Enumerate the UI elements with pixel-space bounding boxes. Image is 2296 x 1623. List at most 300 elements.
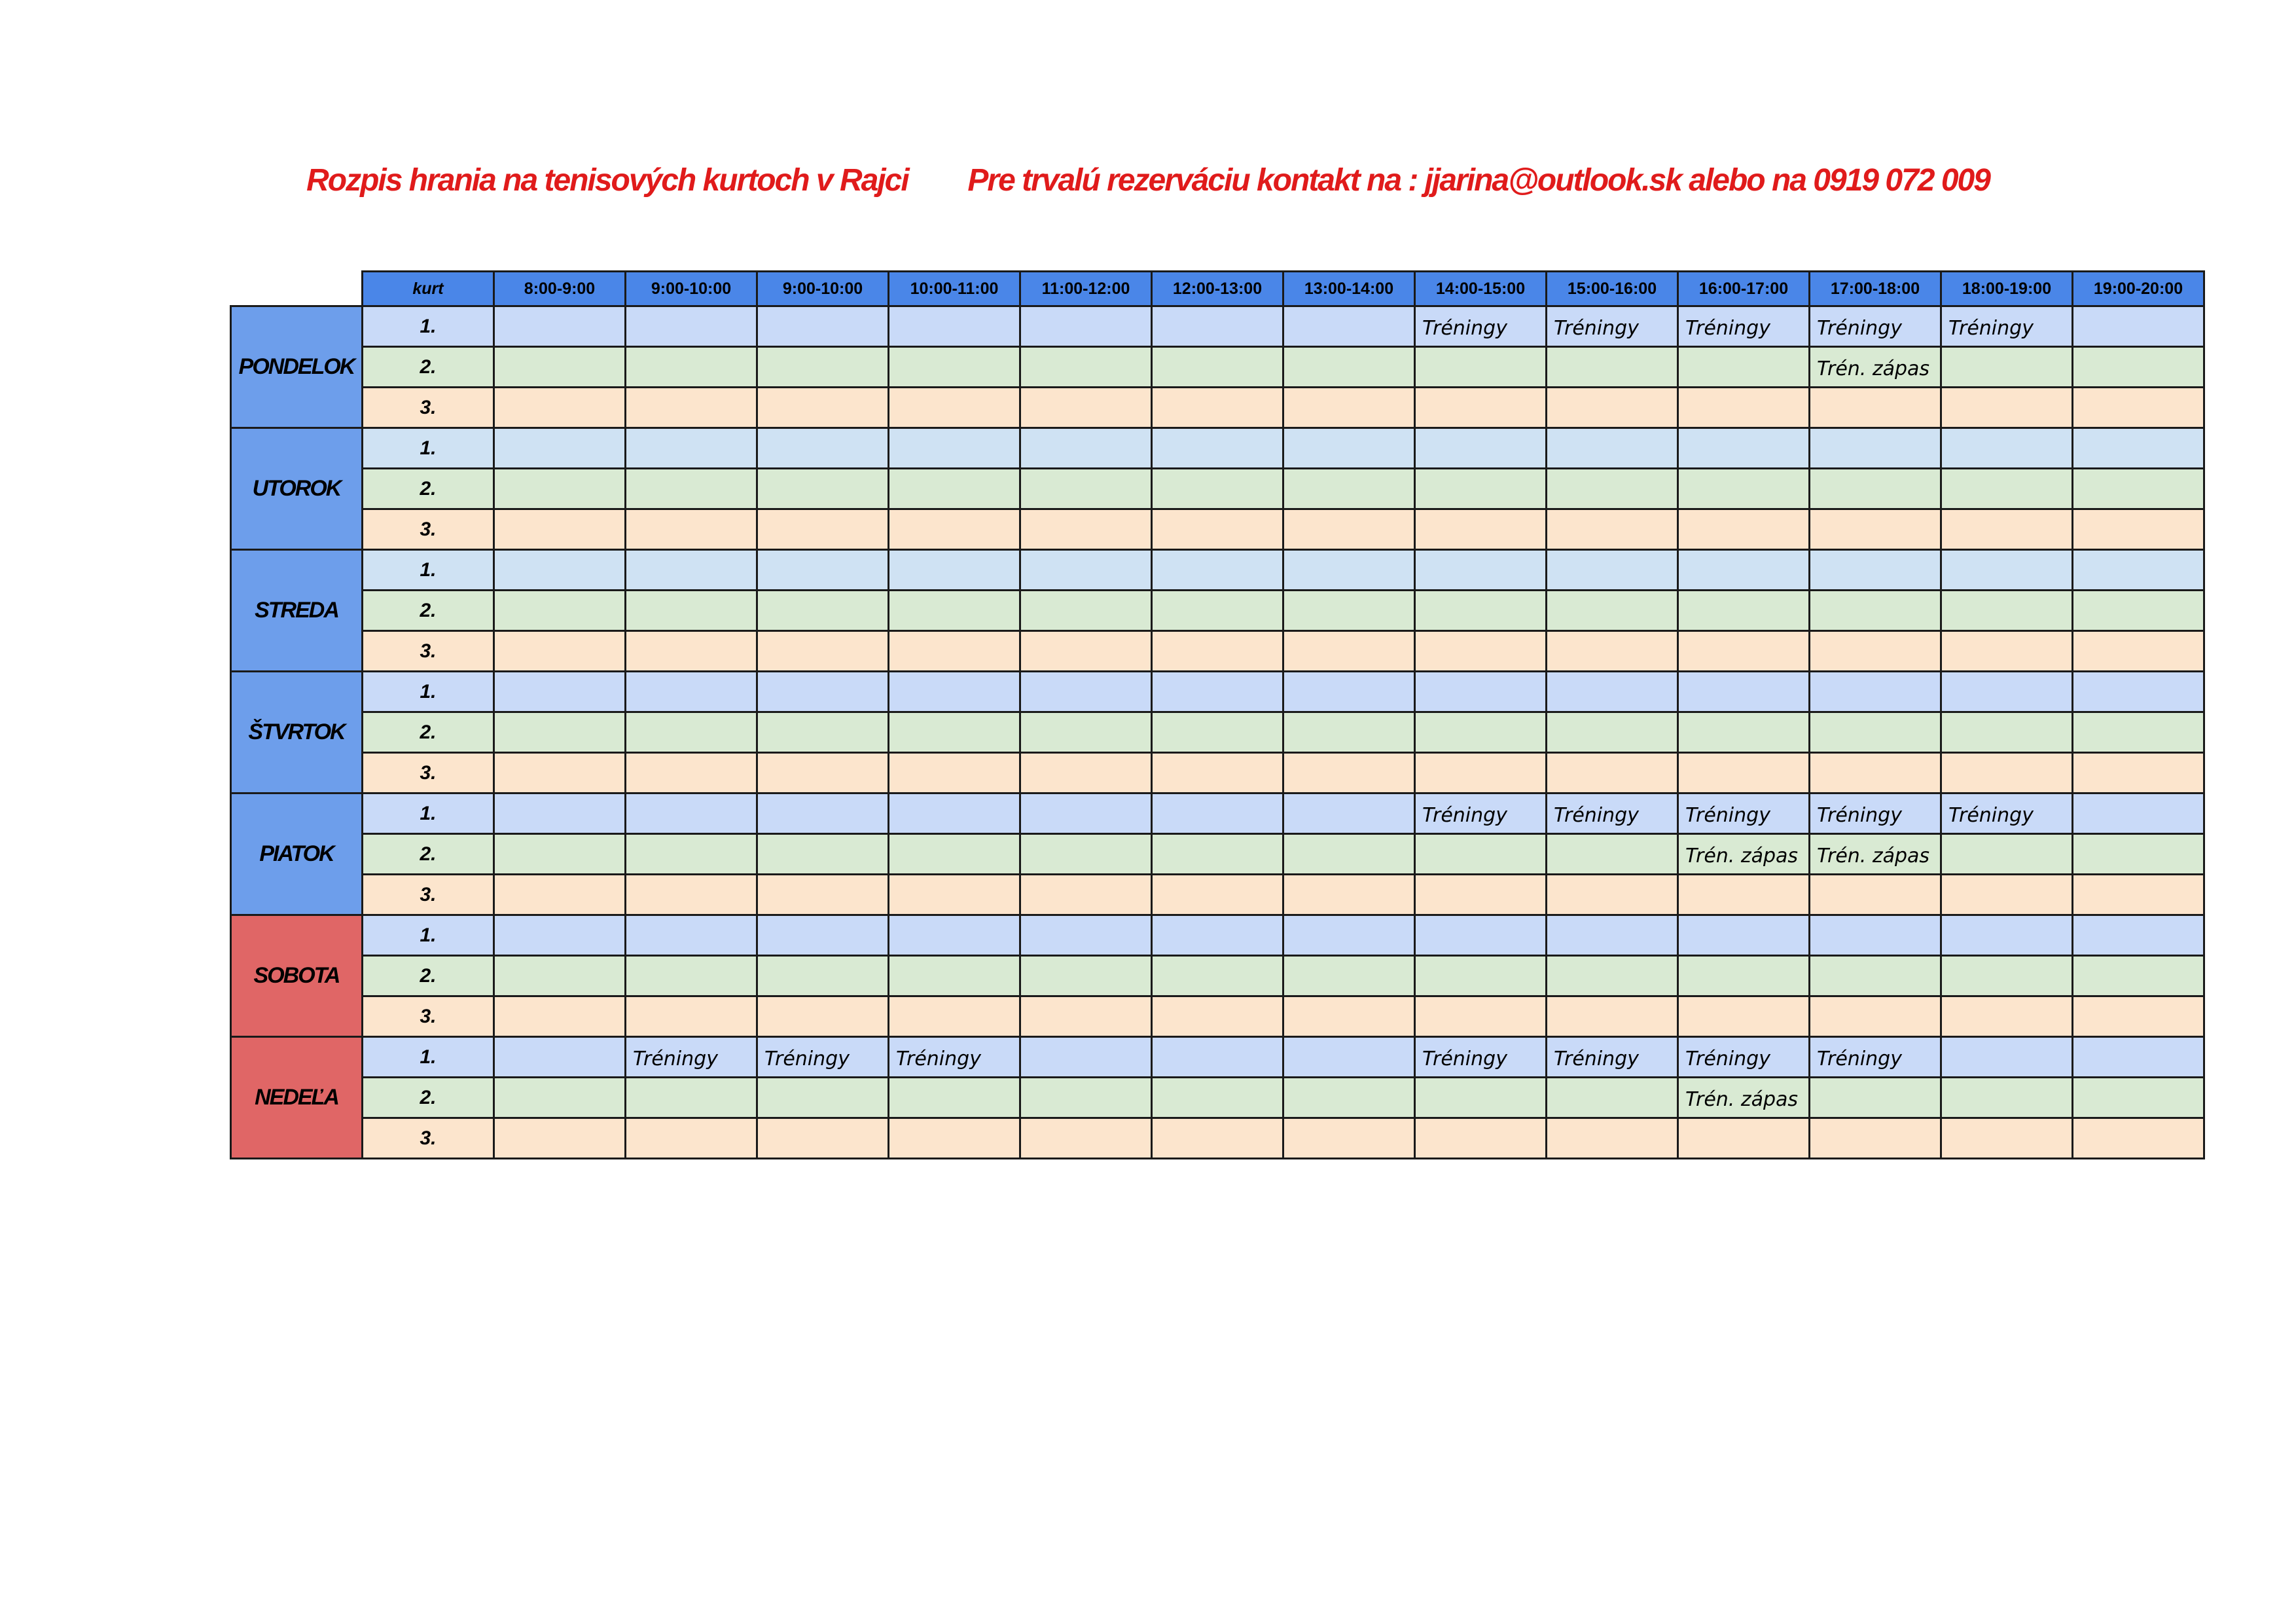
- time-slot-cell[interactable]: [1020, 753, 1152, 793]
- time-slot-cell[interactable]: [1547, 672, 1678, 712]
- table-row: [231, 956, 2204, 996]
- time-slot-cell[interactable]: [2073, 1037, 2204, 1078]
- time-slot-cell[interactable]: [626, 469, 757, 509]
- time-slot-cell[interactable]: [1941, 428, 2073, 469]
- court-number: 2.: [363, 956, 494, 996]
- time-slot-cell[interactable]: [1152, 631, 1283, 672]
- time-slot-cell[interactable]: [494, 753, 626, 793]
- time-slot-cell[interactable]: [757, 591, 889, 631]
- time-slot-cell[interactable]: [1678, 591, 1810, 631]
- time-slot-cell[interactable]: [1941, 469, 2073, 509]
- time-slot-cell[interactable]: [889, 712, 1020, 753]
- time-slot-cell[interactable]: [1283, 712, 1415, 753]
- time-slot-cell[interactable]: [889, 388, 1020, 428]
- time-slot-cell[interactable]: Trén. zápas: [1678, 1078, 1810, 1118]
- time-slot-cell[interactable]: [1020, 347, 1152, 388]
- time-slot-cell[interactable]: [889, 469, 1020, 509]
- time-slot-cell[interactable]: [626, 996, 757, 1037]
- time-slot-cell[interactable]: [1941, 834, 2073, 875]
- time-slot-cell[interactable]: [1152, 1078, 1283, 1118]
- time-slot-cell[interactable]: [2073, 631, 2204, 672]
- time-slot-cell[interactable]: [1415, 469, 1547, 509]
- time-slot-cell[interactable]: [1810, 550, 1941, 591]
- table-row: [231, 1078, 2204, 1118]
- time-slot-cell[interactable]: [1020, 672, 1152, 712]
- time-slot-cell[interactable]: [1941, 591, 2073, 631]
- time-slot-cell[interactable]: [1810, 428, 1941, 469]
- time-slot-cell[interactable]: [1678, 996, 1810, 1037]
- time-slot-cell[interactable]: [1941, 1118, 2073, 1159]
- time-slot-cell[interactable]: [1415, 712, 1547, 753]
- time-slot-cell[interactable]: [494, 834, 626, 875]
- time-slot-cell[interactable]: Tréningy: [626, 1037, 757, 1078]
- time-slot-cell[interactable]: [1941, 875, 2073, 915]
- time-slot-cell[interactable]: [2073, 672, 2204, 712]
- court-number: 1.: [363, 550, 494, 591]
- time-slot-cell[interactable]: [1678, 753, 1810, 793]
- time-slot-cell[interactable]: [1152, 915, 1283, 956]
- time-slot-cell[interactable]: [1152, 753, 1283, 793]
- table-row: [231, 672, 2204, 712]
- time-slot-cell[interactable]: [889, 631, 1020, 672]
- time-slot-cell[interactable]: [1415, 550, 1547, 591]
- time-slot-cell[interactable]: [1941, 631, 2073, 672]
- time-slot-cell[interactable]: [1283, 793, 1415, 834]
- time-slot-cell[interactable]: [1020, 996, 1152, 1037]
- time-slot-cell[interactable]: [626, 388, 757, 428]
- time-slot-cell[interactable]: [2073, 509, 2204, 550]
- time-slot-cell[interactable]: [1547, 469, 1678, 509]
- time-slot-cell[interactable]: [1152, 469, 1283, 509]
- time-slot-cell[interactable]: [626, 793, 757, 834]
- time-slot-cell[interactable]: [757, 1118, 889, 1159]
- time-slot-cell[interactable]: [1152, 388, 1283, 428]
- time-slot-cell[interactable]: [1941, 347, 2073, 388]
- time-slot-cell[interactable]: [889, 306, 1020, 347]
- time-slot-cell[interactable]: [626, 1118, 757, 1159]
- time-slot-cell[interactable]: [626, 306, 757, 347]
- time-slot-cell[interactable]: [1283, 915, 1415, 956]
- time-slot-cell[interactable]: [757, 428, 889, 469]
- time-slot-cell[interactable]: [757, 347, 889, 388]
- time-slot-cell[interactable]: [1941, 915, 2073, 956]
- time-slot-cell[interactable]: [1020, 469, 1152, 509]
- time-slot-cell[interactable]: [1941, 509, 2073, 550]
- table-row: [231, 347, 2204, 388]
- time-slot-cell[interactable]: [626, 347, 757, 388]
- time-slot-cell[interactable]: [1941, 550, 2073, 591]
- time-slot-cell[interactable]: Tréningy: [1415, 306, 1547, 347]
- time-slot-cell[interactable]: Tréningy: [889, 1037, 1020, 1078]
- time-slot-cell[interactable]: [1152, 875, 1283, 915]
- time-slot-cell[interactable]: [1020, 428, 1152, 469]
- table-row: [231, 509, 2204, 550]
- time-slot-cell[interactable]: Tréningy: [1941, 306, 2073, 347]
- time-slot-cell[interactable]: [1283, 996, 1415, 1037]
- time-slot-cell[interactable]: [1283, 509, 1415, 550]
- time-slot-cell[interactable]: [1415, 1078, 1547, 1118]
- time-slot-cell[interactable]: [1020, 875, 1152, 915]
- time-slot-cell[interactable]: [1547, 1118, 1678, 1159]
- day-label: UTOROK: [231, 428, 363, 550]
- time-slot-cell[interactable]: [1810, 1078, 1941, 1118]
- time-slot-cell[interactable]: [1547, 428, 1678, 469]
- time-slot-cell[interactable]: [1415, 509, 1547, 550]
- time-slot-cell[interactable]: [494, 672, 626, 712]
- time-slot-cell[interactable]: [1283, 631, 1415, 672]
- time-slot-cell[interactable]: [889, 672, 1020, 712]
- time-slot-cell[interactable]: [2073, 1078, 2204, 1118]
- time-header: 19:00-20:00: [2073, 272, 2204, 306]
- time-header: 9:00-10:00: [626, 272, 757, 306]
- time-slot-cell[interactable]: Tréningy: [1547, 1037, 1678, 1078]
- time-slot-cell[interactable]: [1283, 1118, 1415, 1159]
- time-slot-cell[interactable]: [494, 469, 626, 509]
- table-row: [231, 996, 2204, 1037]
- time-slot-cell[interactable]: [2073, 469, 2204, 509]
- time-slot-cell[interactable]: [889, 753, 1020, 793]
- time-slot-cell[interactable]: [1678, 631, 1810, 672]
- time-slot-cell[interactable]: [1415, 1118, 1547, 1159]
- time-slot-cell[interactable]: [626, 509, 757, 550]
- time-slot-cell[interactable]: [1152, 1118, 1283, 1159]
- time-slot-cell[interactable]: [1283, 956, 1415, 996]
- time-slot-cell[interactable]: [1283, 672, 1415, 712]
- time-slot-cell[interactable]: [2073, 834, 2204, 875]
- time-slot-cell[interactable]: [757, 550, 889, 591]
- time-slot-cell[interactable]: [1415, 388, 1547, 428]
- time-slot-cell[interactable]: [1415, 875, 1547, 915]
- time-slot-cell[interactable]: [889, 1118, 1020, 1159]
- time-slot-cell[interactable]: Tréningy: [757, 1037, 889, 1078]
- table-row: [231, 1118, 2204, 1159]
- time-slot-cell[interactable]: [1283, 306, 1415, 347]
- time-slot-cell[interactable]: [626, 956, 757, 996]
- time-slot-cell[interactable]: [494, 875, 626, 915]
- time-slot-cell[interactable]: [1810, 469, 1941, 509]
- time-slot-cell[interactable]: [626, 672, 757, 712]
- time-slot-cell[interactable]: [1810, 753, 1941, 793]
- time-slot-cell[interactable]: [1020, 388, 1152, 428]
- time-slot-cell[interactable]: [1152, 996, 1283, 1037]
- time-slot-cell[interactable]: [1152, 347, 1283, 388]
- time-slot-cell[interactable]: [2073, 428, 2204, 469]
- time-slot-cell[interactable]: [1152, 1037, 1283, 1078]
- time-slot-cell[interactable]: [1020, 591, 1152, 631]
- time-slot-cell[interactable]: [1810, 996, 1941, 1037]
- time-slot-cell[interactable]: Tréningy: [1547, 793, 1678, 834]
- time-slot-cell[interactable]: [1941, 1078, 2073, 1118]
- time-slot-cell[interactable]: [626, 550, 757, 591]
- time-slot-cell[interactable]: [889, 956, 1020, 996]
- time-slot-cell[interactable]: [494, 712, 626, 753]
- time-slot-cell[interactable]: [1415, 428, 1547, 469]
- court-number: 3.: [363, 1118, 494, 1159]
- time-slot-cell[interactable]: [1020, 631, 1152, 672]
- time-slot-cell[interactable]: [626, 915, 757, 956]
- time-slot-cell[interactable]: [1283, 550, 1415, 591]
- time-slot-cell[interactable]: [1283, 347, 1415, 388]
- day-label: ŠTVRTOK: [231, 672, 363, 793]
- day-label: PIATOK: [231, 793, 363, 915]
- time-slot-cell[interactable]: [1810, 915, 1941, 956]
- time-slot-cell[interactable]: [1810, 591, 1941, 631]
- time-slot-cell[interactable]: [889, 509, 1020, 550]
- time-slot-cell[interactable]: [757, 672, 889, 712]
- time-slot-cell[interactable]: [1020, 550, 1152, 591]
- court-number: 3.: [363, 631, 494, 672]
- time-slot-cell[interactable]: Trén. zápas: [1678, 834, 1810, 875]
- time-slot-cell[interactable]: [1020, 1118, 1152, 1159]
- time-slot-cell[interactable]: [1020, 306, 1152, 347]
- time-slot-cell[interactable]: [889, 1078, 1020, 1118]
- time-slot-cell[interactable]: [1020, 956, 1152, 996]
- time-slot-cell[interactable]: [1152, 306, 1283, 347]
- time-slot-cell[interactable]: Tréningy: [1810, 306, 1941, 347]
- time-slot-cell[interactable]: [1020, 915, 1152, 956]
- time-slot-cell[interactable]: [494, 428, 626, 469]
- time-slot-cell[interactable]: [757, 306, 889, 347]
- time-slot-cell[interactable]: [2073, 388, 2204, 428]
- time-slot-cell[interactable]: [1152, 956, 1283, 996]
- time-slot-cell[interactable]: [1547, 347, 1678, 388]
- time-slot-cell[interactable]: [1283, 1037, 1415, 1078]
- time-slot-cell[interactable]: [1152, 591, 1283, 631]
- time-slot-cell[interactable]: [1678, 509, 1810, 550]
- time-slot-cell[interactable]: [626, 631, 757, 672]
- time-slot-cell[interactable]: [1283, 428, 1415, 469]
- time-slot-cell[interactable]: [1547, 956, 1678, 996]
- time-slot-cell[interactable]: [2073, 793, 2204, 834]
- time-slot-cell[interactable]: [889, 347, 1020, 388]
- time-slot-cell[interactable]: [889, 875, 1020, 915]
- time-slot-cell[interactable]: [889, 834, 1020, 875]
- time-slot-cell[interactable]: [2073, 996, 2204, 1037]
- time-slot-cell[interactable]: [1415, 956, 1547, 996]
- time-slot-cell[interactable]: [1152, 793, 1283, 834]
- time-slot-cell[interactable]: [1415, 834, 1547, 875]
- time-header: 10:00-11:00: [889, 272, 1020, 306]
- time-slot-cell[interactable]: Trén. zápas: [1810, 347, 1941, 388]
- time-slot-cell[interactable]: [1941, 388, 2073, 428]
- time-slot-cell[interactable]: Tréningy: [1678, 306, 1810, 347]
- table-row: [231, 306, 2204, 347]
- time-slot-cell[interactable]: [626, 753, 757, 793]
- time-slot-cell[interactable]: [1547, 875, 1678, 915]
- time-slot-cell[interactable]: Tréningy: [1941, 793, 2073, 834]
- time-slot-cell[interactable]: [1678, 388, 1810, 428]
- time-slot-cell[interactable]: [2073, 915, 2204, 956]
- time-slot-cell[interactable]: [1941, 956, 2073, 996]
- time-slot-cell[interactable]: Tréningy: [1810, 1037, 1941, 1078]
- time-slot-cell[interactable]: Tréningy: [1415, 1037, 1547, 1078]
- time-slot-cell[interactable]: Tréningy: [1547, 306, 1678, 347]
- time-slot-cell[interactable]: [1810, 712, 1941, 753]
- time-slot-cell[interactable]: Trén. zápas: [1810, 834, 1941, 875]
- court-number: 2.: [363, 1078, 494, 1118]
- time-slot-cell[interactable]: [1810, 875, 1941, 915]
- time-slot-cell[interactable]: [1547, 996, 1678, 1037]
- time-slot-cell[interactable]: [1941, 1037, 2073, 1078]
- time-slot-cell[interactable]: [1941, 753, 2073, 793]
- time-slot-cell[interactable]: [757, 712, 889, 753]
- time-slot-cell[interactable]: Tréningy: [1678, 793, 1810, 834]
- time-slot-cell[interactable]: [1283, 834, 1415, 875]
- time-slot-cell[interactable]: [626, 834, 757, 875]
- time-slot-cell[interactable]: [1941, 672, 2073, 712]
- time-slot-cell[interactable]: [494, 956, 626, 996]
- time-slot-cell[interactable]: [2073, 306, 2204, 347]
- time-slot-cell[interactable]: [757, 875, 889, 915]
- time-slot-cell[interactable]: [757, 834, 889, 875]
- time-slot-cell[interactable]: [494, 793, 626, 834]
- time-slot-cell[interactable]: [1283, 753, 1415, 793]
- time-slot-cell[interactable]: [494, 306, 626, 347]
- time-slot-cell[interactable]: [1547, 631, 1678, 672]
- time-slot-cell[interactable]: [1283, 388, 1415, 428]
- time-slot-cell[interactable]: [1547, 753, 1678, 793]
- time-slot-cell[interactable]: [2073, 591, 2204, 631]
- time-slot-cell[interactable]: [889, 591, 1020, 631]
- time-slot-cell[interactable]: [494, 996, 626, 1037]
- time-slot-cell[interactable]: [1678, 1118, 1810, 1159]
- time-slot-cell[interactable]: [1020, 1037, 1152, 1078]
- time-slot-cell[interactable]: [1810, 631, 1941, 672]
- time-slot-cell[interactable]: Tréningy: [1415, 793, 1547, 834]
- time-slot-cell[interactable]: Tréningy: [1678, 1037, 1810, 1078]
- time-slot-cell[interactable]: [757, 469, 889, 509]
- time-slot-cell[interactable]: [494, 1037, 626, 1078]
- time-slot-cell[interactable]: [1152, 550, 1283, 591]
- time-slot-cell[interactable]: [1547, 915, 1678, 956]
- time-slot-cell[interactable]: [1810, 388, 1941, 428]
- time-slot-cell[interactable]: [757, 388, 889, 428]
- court-number: 3.: [363, 875, 494, 915]
- time-slot-cell[interactable]: [1152, 509, 1283, 550]
- time-slot-cell[interactable]: [1678, 875, 1810, 915]
- time-slot-cell[interactable]: [2073, 956, 2204, 996]
- time-slot-cell[interactable]: [626, 591, 757, 631]
- time-slot-cell[interactable]: [1678, 347, 1810, 388]
- time-slot-cell[interactable]: [757, 956, 889, 996]
- time-slot-cell[interactable]: [757, 509, 889, 550]
- court-number: 3.: [363, 753, 494, 793]
- time-slot-cell[interactable]: [494, 347, 626, 388]
- time-slot-cell[interactable]: [1283, 469, 1415, 509]
- time-slot-cell[interactable]: [1547, 834, 1678, 875]
- time-slot-cell[interactable]: [889, 996, 1020, 1037]
- time-slot-cell[interactable]: [1283, 875, 1415, 915]
- time-header: 14:00-15:00: [1415, 272, 1547, 306]
- time-slot-cell[interactable]: [1415, 915, 1547, 956]
- time-slot-cell[interactable]: [626, 428, 757, 469]
- time-slot-cell[interactable]: [1678, 672, 1810, 712]
- time-slot-cell[interactable]: [1678, 915, 1810, 956]
- time-slot-cell[interactable]: [757, 996, 889, 1037]
- header-row: [231, 272, 2204, 306]
- time-header: 18:00-19:00: [1941, 272, 2073, 306]
- time-slot-cell[interactable]: [1547, 1078, 1678, 1118]
- time-slot-cell[interactable]: [1678, 469, 1810, 509]
- time-slot-cell[interactable]: [494, 388, 626, 428]
- time-slot-cell[interactable]: [626, 875, 757, 915]
- time-slot-cell[interactable]: [494, 509, 626, 550]
- court-number: 2.: [363, 469, 494, 509]
- time-slot-cell[interactable]: [494, 915, 626, 956]
- time-slot-cell[interactable]: [1020, 509, 1152, 550]
- time-slot-cell[interactable]: [757, 793, 889, 834]
- time-slot-cell[interactable]: [2073, 875, 2204, 915]
- time-slot-cell[interactable]: [2073, 753, 2204, 793]
- time-slot-cell[interactable]: [1415, 631, 1547, 672]
- time-slot-cell[interactable]: [1415, 672, 1547, 712]
- time-slot-cell[interactable]: [1152, 834, 1283, 875]
- time-slot-cell[interactable]: [1547, 712, 1678, 753]
- time-slot-cell[interactable]: [1415, 347, 1547, 388]
- time-slot-cell[interactable]: [1547, 509, 1678, 550]
- time-slot-cell[interactable]: [1547, 388, 1678, 428]
- time-slot-cell[interactable]: [1810, 672, 1941, 712]
- time-slot-cell[interactable]: [494, 631, 626, 672]
- time-slot-cell[interactable]: [1810, 956, 1941, 996]
- time-slot-cell[interactable]: [1941, 712, 2073, 753]
- time-slot-cell[interactable]: [1941, 996, 2073, 1037]
- time-slot-cell[interactable]: [494, 1078, 626, 1118]
- time-slot-cell[interactable]: [757, 915, 889, 956]
- time-slot-cell[interactable]: [1678, 712, 1810, 753]
- time-slot-cell[interactable]: [889, 550, 1020, 591]
- time-slot-cell[interactable]: [1020, 1078, 1152, 1118]
- time-slot-cell[interactable]: [1415, 753, 1547, 793]
- time-slot-cell[interactable]: [757, 753, 889, 793]
- time-slot-cell[interactable]: [2073, 347, 2204, 388]
- time-slot-cell[interactable]: [1810, 1118, 1941, 1159]
- time-slot-cell[interactable]: [626, 1078, 757, 1118]
- time-slot-cell[interactable]: [1283, 1078, 1415, 1118]
- time-slot-cell[interactable]: [1020, 793, 1152, 834]
- time-slot-cell[interactable]: [2073, 712, 2204, 753]
- time-slot-cell[interactable]: [494, 591, 626, 631]
- time-slot-cell[interactable]: [1283, 591, 1415, 631]
- time-slot-cell[interactable]: [757, 631, 889, 672]
- time-slot-cell[interactable]: [889, 915, 1020, 956]
- time-slot-cell[interactable]: [1547, 591, 1678, 631]
- time-slot-cell[interactable]: [1020, 712, 1152, 753]
- time-slot-cell[interactable]: [1020, 834, 1152, 875]
- time-slot-cell[interactable]: [1152, 428, 1283, 469]
- time-slot-cell[interactable]: [1678, 550, 1810, 591]
- time-slot-cell[interactable]: [1547, 550, 1678, 591]
- time-slot-cell[interactable]: Tréningy: [1810, 793, 1941, 834]
- court-number: 2.: [363, 347, 494, 388]
- time-slot-cell[interactable]: [757, 1078, 889, 1118]
- time-slot-cell[interactable]: [494, 1118, 626, 1159]
- time-slot-cell[interactable]: [889, 428, 1020, 469]
- time-slot-cell[interactable]: [1678, 428, 1810, 469]
- time-slot-cell[interactable]: [626, 712, 757, 753]
- time-slot-cell[interactable]: [889, 793, 1020, 834]
- court-number: 1.: [363, 428, 494, 469]
- time-slot-cell[interactable]: [1415, 591, 1547, 631]
- time-slot-cell[interactable]: [2073, 550, 2204, 591]
- time-slot-cell[interactable]: [1152, 712, 1283, 753]
- time-slot-cell[interactable]: [1810, 509, 1941, 550]
- time-slot-cell[interactable]: [1152, 672, 1283, 712]
- time-slot-cell[interactable]: [2073, 1118, 2204, 1159]
- time-slot-cell[interactable]: [494, 550, 626, 591]
- time-slot-cell[interactable]: [1415, 996, 1547, 1037]
- time-slot-cell[interactable]: [1678, 956, 1810, 996]
